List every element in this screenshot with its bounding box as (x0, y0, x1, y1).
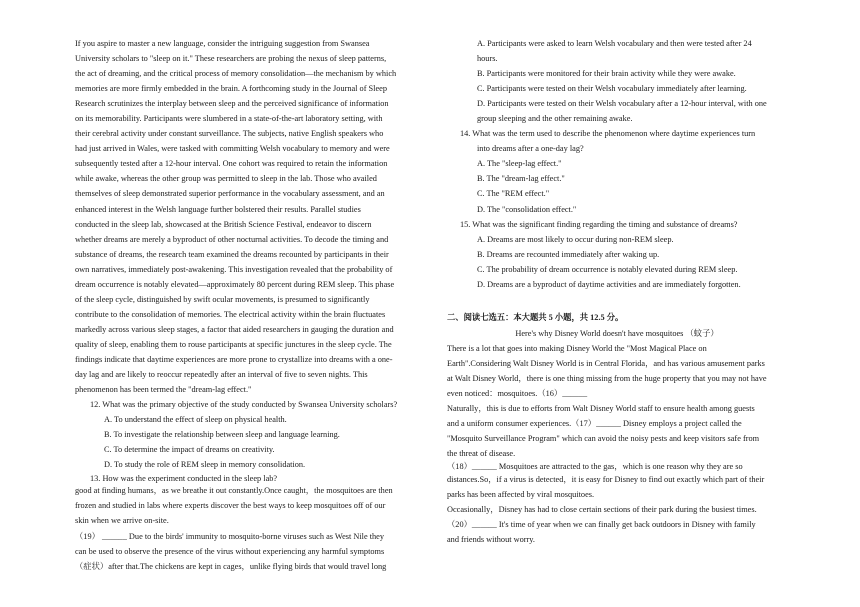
passage-line: the act of dreaming, and the critical process of memory consolidation—the mechanism by which (75, 69, 397, 79)
passage-line: and a uniform consumer experiences.（17）______ Disney employs a project called the (447, 419, 742, 429)
option-b: B. To investigate the relationship between sleep and language learning. (104, 430, 340, 440)
passage-line: parks has been affected by viral mosquitoes. (447, 490, 595, 500)
question-stem-cont: into dreams after a one-day lag? (477, 144, 584, 154)
passage-line: Naturally，this is due to efforts from Walt Disney World staff to ensure health among guests (447, 404, 755, 414)
option-b: B. The "dream-lag effect." (477, 174, 565, 184)
passage-line: on its memorability. Participants were slumbered in a state-of-the-art laboratory setting, with (75, 114, 383, 124)
passage-line: phenomenon has been termed the "dream-lag effect." (75, 385, 252, 395)
passage-line: themselves of sleep demonstrated superior performance in the vocabulary assessment, and an (75, 189, 385, 199)
question-12 (75, 397, 410, 472)
option-d-cont: group sleeping and the other remaining awake. (477, 114, 633, 124)
section-title: 二、阅读七选五：本大题共 5 小题，共 12.5 分。 (447, 312, 624, 322)
passage-line: enhanced interest in the Welsh language further bolstered their results. Parallel studies (75, 204, 361, 214)
passage-line: University scholars to "sleep on it." These researchers are probing the nexus of sleep patterns, (75, 54, 387, 64)
passage-sleep (75, 36, 410, 397)
question-stem: 12. What was the primary objective of the study conducted by Swansea University scholars? (90, 400, 398, 410)
question-stem: 13. How was the experiment conducted in the sleep lab? (90, 474, 278, 484)
passage-line: can be used to observe the presence of the virus without experiencing any harmful symptoms (75, 546, 385, 556)
passage-line: （18）______ Mosquitoes are attracted to the gas，which is one reason why they are so (447, 462, 743, 472)
passage-line: their cerebral activity under constant surveillance. The subjects, native English speakers who (75, 129, 384, 139)
passage-line: dream occurrence is notably elevated—approximately 80 percent during REM sleep. This phase (75, 279, 395, 289)
question-13-options (447, 36, 787, 126)
passage-line: quality of sleep, enabling them to rouse participants at specific junctures in the sleep cycle. The (75, 339, 392, 349)
passage-line: If you aspire to master a new language, consider the intriguing suggestion from Swansea (75, 39, 370, 48)
left-column (75, 36, 410, 574)
passage-line: while awake, whereas the other group was permitted to sleep in the lab. Those who availed (75, 174, 377, 184)
option-a: A. Dreams are most likely to occur during non-REM sleep. (477, 234, 674, 244)
passage-line: whether dreams are merely a byproduct of other nocturnal activities. To decode the timing and (75, 234, 389, 244)
passage-line: （症状）after that.The chickens are kept in cages，unlike flying birds that would travel long (75, 561, 387, 571)
passage-line: distances.So，if a virus is detected，it is easy for Disney to find out exactly which part of their (447, 475, 765, 485)
passage-continued (75, 483, 410, 573)
option-d: D. Participants were tested on their Welsh vocabulary after a 12-hour interval, with one (477, 99, 767, 109)
option-b: B. Participants were monitored for their brain activity while they were awake. (477, 69, 736, 79)
passage-line: even noticed：mosquitoes.（16）______ (447, 389, 588, 399)
passage-line: markedly across various sleep stages, a factor that aided researchers in gauging the duration and (75, 324, 394, 334)
passage-line: contribute to the consolidation of memories. The electrical activity within the brain fluctuates (75, 309, 386, 319)
passage-line: at Walt Disney World，there is one thing missing from the huge property that you may not have (447, 373, 767, 383)
passage-line: Research scrutinizes the interplay between sleep and the perceived significance of information (75, 99, 389, 109)
passage-title: Here's why Disney World doesn't have mosquitoes （蚊子） (515, 328, 719, 338)
passage-line: memories are more firmly embedded in the brain. A forthcoming study in the Journal of Sleep (75, 84, 387, 94)
passage-line: subsequently tested after a 12-hour interval. One cohort was required to retain the information (75, 159, 388, 169)
passage-line: Earth".Considering Walt Disney World is in Central Florida，and has various amusement parks (447, 358, 765, 368)
passage-disney (447, 341, 787, 548)
option-a: A. To understand the effect of sleep on physical health. (104, 415, 287, 425)
option-c: C. To determine the impact of dreams on creativity. (104, 445, 275, 455)
question-stem: 15. What was the significant finding regarding the timing and substance of dreams? (460, 219, 738, 229)
question-stem: 14. What was the term used to describe the phenomenon where daytime experiences turn (460, 129, 756, 139)
option-d: D. The "consolidation effect." (477, 204, 577, 214)
option-a: A. The "sleep-lag effect." (477, 159, 562, 169)
option-a: A. Participants were asked to learn Welsh vocabulary and then were tested after 24 (477, 39, 752, 48)
option-a-cont: hours. (477, 54, 498, 64)
option-d: D. To study the role of REM sleep in memory consolidation. (104, 460, 306, 470)
passage-line: There is a lot that goes into making Disney World the "Most Magical Place on (447, 343, 707, 353)
passage-line: the threat of disease. (447, 449, 516, 459)
passage-line: （19） ______ Due to the birds' immunity to mosquito-borne viruses such as West Nile they (75, 531, 385, 541)
passage-line: of the sleep cycle, distinguished by swift ocular movements, is presumed to significantly (75, 294, 370, 304)
option-c: C. The probability of dream occurrence is notably elevated during REM sleep. (477, 264, 738, 274)
option-c: C. Participants were tested on their Welsh vocabulary immediately after learning. (477, 84, 747, 94)
option-d: D. Dreams are a byproduct of daytime activities and are immediately forgotten. (477, 279, 741, 289)
passage-line: （20）______ It's time of year when we can finally get back outdoors in Disney with family (447, 520, 756, 530)
passage-line: substance of dreams, the research team examined the dreams recounted by participants in their (75, 249, 389, 259)
passage-line: findings indicate that daytime experiences are more prone to crystallize into dreams with a one- (75, 354, 393, 364)
right-column (447, 36, 787, 548)
passage-line: frozen and studied in labs where experts discover the best ways to keep mosquitoes off of our (75, 501, 386, 511)
passage-line: Occasionally，Disney has had to close certain sections of their park during the busiest times. (447, 505, 757, 515)
passage-line: good at finding humans，as we breathe it out constantly.Once caught，the mosquitoes are then (75, 486, 393, 496)
passage-line: day lag and are likely to reoccur repeatedly after an interval of five to seven nights. This (75, 370, 368, 380)
passage-line: skin when we arrive on-site. (75, 516, 169, 526)
passage-line: had just arrived in Wales, were tasked with committing Welsh vocabulary to memory and were (75, 144, 390, 154)
question-14 (447, 126, 787, 216)
question-13 (75, 474, 410, 483)
option-c: C. The "REM effect." (477, 189, 550, 199)
question-15 (447, 217, 787, 292)
passage-line: and friends without worry. (447, 535, 535, 545)
option-b: B. Dreams are recounted immediately after waking up. (477, 249, 660, 259)
passage-line: conducted in the sleep lab, showcased at the British Science Festival, endeavor to discern (75, 219, 372, 229)
passage-line: own narratives, immediately post-awakening. This investigation revealed that the probability of (75, 264, 393, 274)
passage-line: "Mosquito Surveillance Program" which can avoid the noisy pests and keep visitors safe from (447, 434, 760, 444)
